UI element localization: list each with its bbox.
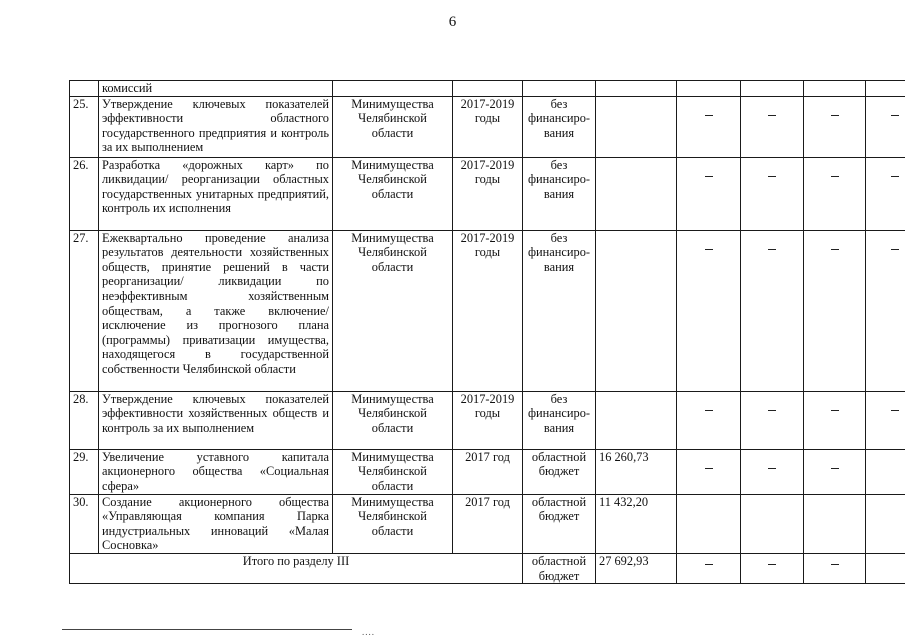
dash-mark (768, 410, 776, 411)
year-value-cell (804, 391, 866, 449)
amount-cell (596, 230, 677, 391)
year-value-cell (741, 553, 804, 583)
row-number: 30. (70, 494, 99, 553)
row-number (70, 81, 99, 97)
funding-source-cell (523, 81, 596, 97)
dash-mark (705, 410, 713, 411)
executor-cell: Минимущества Челябинской области (333, 494, 453, 553)
period-cell: 2017-2019 годы (453, 157, 523, 230)
dash-mark (768, 176, 776, 177)
total-label: Итого по разделу III (70, 553, 523, 583)
period-cell: 2017-2019 годы (453, 391, 523, 449)
year-value-cell (804, 81, 866, 97)
year-value-cell (741, 157, 804, 230)
year-value-cell (866, 391, 905, 449)
year-value-cell (677, 391, 741, 449)
dash-mark (705, 249, 713, 250)
dash-mark (891, 410, 899, 411)
table-row (70, 494, 905, 553)
executor-cell: Минимущества Челябинской области (333, 157, 453, 230)
amount-cell: 11 432,20 (596, 494, 677, 553)
year-value-cell (741, 449, 804, 494)
measure-description: Разработка «дорожных карт» по ликвидации/ реорганизации областных государственных унитарных предприятий, контроль их исполнения (99, 157, 333, 230)
table-row (70, 449, 905, 494)
executor-cell: Минимущества Челябинской области (333, 230, 453, 391)
year-value-cell (804, 157, 866, 230)
dash-mark (891, 249, 899, 250)
period-cell: 2017 год (453, 494, 523, 553)
funding-source-cell: областной бюджет (523, 494, 596, 553)
executor-cell (333, 81, 453, 97)
measure-description: Ежеквартально проведение анализа результатов деятельности хозяйственных обществ, принятие решений в части реорганизации/ ликвидации по неэффективным хозяйственным обществам, а также включение/ исключение из прогнозого плана (программы) приватизации имущества, находящегося в государственной собственности Челябинской области (99, 230, 333, 391)
amount-cell (596, 157, 677, 230)
dash-mark (891, 115, 899, 116)
row-number: 29. (70, 449, 99, 494)
total-row (70, 553, 905, 583)
year-value-cell (677, 157, 741, 230)
measure-description: комиссий (99, 81, 333, 97)
dash-mark (831, 176, 839, 177)
measure-description: Создание акционерного общества «Управляющая компания Парка индустриальных инноваций «Малая Сосновка» (99, 494, 333, 553)
table-row (70, 230, 905, 391)
executor-cell: Минимущества Челябинской области (333, 449, 453, 494)
year-value-cell (866, 96, 905, 157)
year-value-cell (677, 494, 741, 553)
footer-marks: .... (362, 627, 375, 637)
dash-mark (831, 115, 839, 116)
executor-cell: Минимущества Челябинской области (333, 96, 453, 157)
year-value-cell (741, 96, 804, 157)
total-funding-source: областной бюджет (523, 553, 596, 583)
year-value-cell (866, 449, 905, 494)
dash-mark (831, 564, 839, 565)
period-cell: 2017-2019 годы (453, 230, 523, 391)
dash-mark (705, 564, 713, 565)
period-cell: 2017-2019 годы (453, 96, 523, 157)
dash-mark (831, 468, 839, 469)
year-value-cell (677, 449, 741, 494)
year-value-cell (804, 494, 866, 553)
dash-mark (831, 410, 839, 411)
period-cell: 2017 год (453, 449, 523, 494)
year-value-cell (804, 96, 866, 157)
measure-description: Увеличение уставного капитала акционерного общества «Социальная сфера» (99, 449, 333, 494)
dash-mark (831, 249, 839, 250)
year-value-cell (741, 81, 804, 97)
measure-description: Утверждение ключевых показателей эффективности хозяйственных обществ и контроль за их выполнением (99, 391, 333, 449)
row-number: 28. (70, 391, 99, 449)
dash-mark (768, 468, 776, 469)
page-number: 6 (448, 14, 457, 30)
year-value-cell (804, 553, 866, 583)
row-number: 25. (70, 96, 99, 157)
dash-mark (705, 176, 713, 177)
dash-mark (768, 115, 776, 116)
table-row (70, 157, 905, 230)
year-value-cell (677, 553, 741, 583)
row-number: 26. (70, 157, 99, 230)
year-value-cell (741, 494, 804, 553)
dash-mark (768, 564, 776, 565)
measures-table (69, 80, 905, 584)
year-value-cell (741, 391, 804, 449)
amount-cell: 16 260,73 (596, 449, 677, 494)
footer-rule (62, 629, 352, 630)
amount-cell (596, 96, 677, 157)
year-value-cell (866, 157, 905, 230)
table-row (70, 391, 905, 449)
total-amount: 27 692,93 (596, 553, 677, 583)
dash-mark (705, 115, 713, 116)
amount-cell (596, 81, 677, 97)
year-value-cell (866, 230, 905, 391)
dash-mark (768, 249, 776, 250)
dash-mark (891, 176, 899, 177)
table-row (70, 96, 905, 157)
funding-source-cell: без финансиро-вания (523, 230, 596, 391)
funding-source-cell: без финансиро-вания (523, 96, 596, 157)
executor-cell: Минимущества Челябинской области (333, 391, 453, 449)
year-value-cell (677, 81, 741, 97)
year-value-cell (741, 230, 804, 391)
funding-source-cell: без финансиро-вания (523, 391, 596, 449)
row-number: 27. (70, 230, 99, 391)
dash-mark (705, 468, 713, 469)
year-value-cell (866, 81, 905, 97)
year-value-cell (866, 553, 905, 583)
year-value-cell (804, 449, 866, 494)
table-row (70, 81, 905, 97)
year-value-cell (866, 494, 905, 553)
measure-description: Утверждение ключевых показателей эффективности областного государственного предприятия и контроль за их выполнением (99, 96, 333, 157)
funding-source-cell: без финансиро-вания (523, 157, 596, 230)
funding-source-cell: областной бюджет (523, 449, 596, 494)
amount-cell (596, 391, 677, 449)
year-value-cell (804, 230, 866, 391)
year-value-cell (677, 230, 741, 391)
period-cell (453, 81, 523, 97)
year-value-cell (677, 96, 741, 157)
